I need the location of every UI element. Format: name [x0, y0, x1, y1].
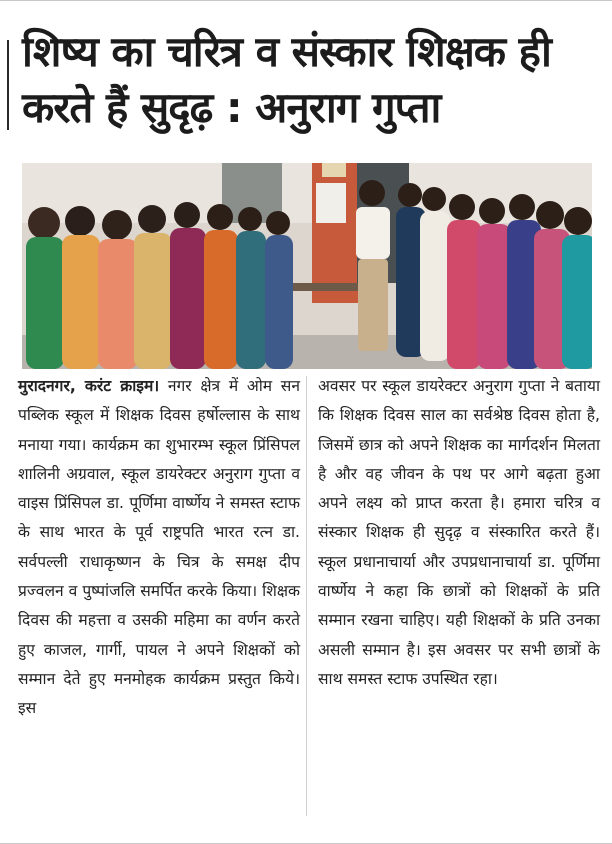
dateline: मुरादनगर, करंट क्राइम। [18, 377, 160, 395]
article-column-left [18, 372, 300, 724]
article-text-right: अवसर पर स्कूल डायरेक्टर अनुराग गुप्ता ने बताया कि शिक्षक दिवस साल का सर्वश्रेष्ठ दिवस होता है, जिसमें छात्र को अपने शिक्षक का मार्गदर्शन मिलता है और वह जीवन के पथ पर आगे बढ़ता हुआ अपने लक्ष्य को प्राप्त करता है। हमारा चरित्र व संस्कार शिक्षक ही सुदृढ़ व संस्कारित करते हैं। स्कूल प्रधानाचार्या और उपप्रधानाचार्या डा. पूर्णिमा वार्ष्णेय ने कहा कि छात्रों को शिक्षकों के प्रति सम्मान रखना चाहिए। यही शिक्षकों के प्रति उनका असली सम्मान है। इस अवसर पर सभी छात्रों के साथ समस्त स्टाफ उपस्थित रहा। [318, 377, 600, 688]
group-photo [22, 163, 592, 369]
group-photo-icon [22, 163, 592, 369]
headline-rule [7, 40, 9, 130]
column-divider [306, 376, 307, 816]
headline: शिष्य का चरित्र व संस्कार शिक्षक ही करते हैं सुदृढ़ : अनुराग गुप्ता [22, 27, 551, 132]
article-column-right [318, 372, 600, 694]
article-text-left: नगर क्षेत्र में ओम सन पब्लिक स्कूल में शिक्षक दिवस हर्षोल्लास के साथ मनाया गया। कार्यक्रम का शुभारम्भ स्कूल प्रिंसिपल शालिनी अग्रवाल, स्कूल डायरेक्टर अनुराग गुप्ता व वाइस प्रिंसिपल डा. पूर्णिमा वार्ष्णेय ने समस्त स्टाफ के साथ भारत के पूर्व राष्ट्रपति भारत रत्न डा. सर्वपल्ली राधाकृष्णन के चित्र के समक्ष दीप प्रज्वलन व पुष्पांजलि समर्पित करके किया। शिक्षक दिवस की महत्ता व उसकी महिमा का वर्णन करते हुए काजल, गार्गी, पायल ने अपने शिक्षकों को सम्मान देते हुए मनमोहक कार्यक्रम प्रस्तुत किये। इस [18, 377, 300, 718]
